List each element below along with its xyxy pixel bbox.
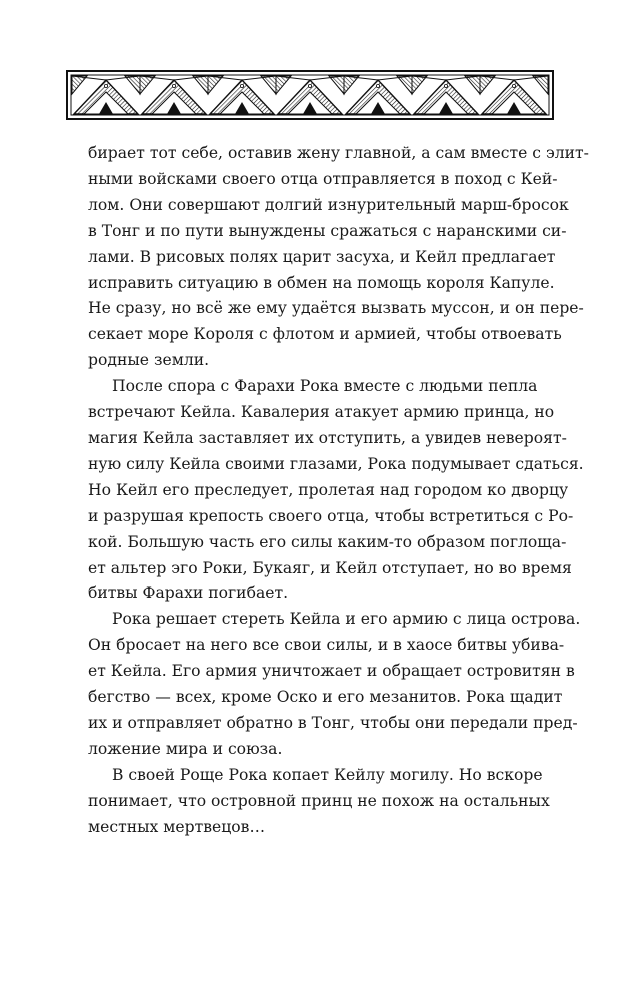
paragraph [88, 763, 550, 841]
text-line: понимает, что островной принц не похож на остальных [88, 791, 550, 810]
text-line: местных мертвецов… [88, 817, 266, 836]
text-line: кой. Большую часть его силы каким-то образом поглоща- [88, 532, 567, 551]
text-line: ную силу Кейла своими глазами, Рока подумывает сдаться. [88, 454, 584, 473]
text-line: Рока решает стереть Кейла и его армию с лица острова. [112, 610, 581, 629]
text-line: лами. В рисовых полях царит засуха, и Кейл предлагает [88, 247, 556, 266]
paragraph [88, 607, 581, 762]
text-line: бегство — всех, кроме Оско и его мезанитов. Рока щадит [88, 688, 563, 707]
text-line: ет альтер эго Роки, Букаяг, и Кейл отступает, но во время [88, 558, 572, 577]
text-line: встречают Кейла. Кавалерия атакует армию принца, но [88, 403, 555, 422]
text-line: магия Кейла заставляет их отступить, а увидев невероят- [88, 428, 567, 447]
text-line: родные земли. [88, 351, 210, 370]
text-line: секает море Короля с флотом и армией, чтобы отвоевать [88, 325, 562, 344]
text-line: их и отправляет обратно в Тонг, чтобы они передали пред- [88, 713, 578, 732]
text-line: ет Кейла. Его армия уничтожает и обращает островитян в [88, 662, 575, 681]
text-line: В своей Роще Рока копает Кейлу могилу. Но вскоре [112, 765, 543, 784]
text-line: исправить ситуацию в обмен на помощь короля Капуле. [88, 273, 555, 292]
text-line: битвы Фарахи погибает. [88, 584, 289, 603]
text-line: ложение мира и союза. [88, 739, 283, 758]
text-line: ными войсками своего отца отправляется в поход с Кей- [88, 169, 558, 188]
text-line: и разрушая крепость своего отца, чтобы встретиться с Ро- [88, 506, 574, 525]
paragraph [88, 374, 584, 607]
text-line: в Тонг и по пути вынуждены сражаться с наранскими си- [88, 221, 567, 240]
text-line: Не сразу, но всё же ему удаётся вызвать муссон, и он пере- [88, 299, 584, 318]
body-text [88, 141, 589, 840]
text-line: Но Кейл его преследует, пролетая над городом ко дворцу [88, 480, 569, 499]
text-line: лом. Они совершают долгий изнурительный марш-бросок [88, 195, 569, 214]
text-line: После спора с Фарахи Рока вместе с людьми пепла [112, 377, 538, 396]
text-line: бирает тот себе, оставив жену главной, а сам вместе с элит- [88, 144, 589, 162]
zigzag-ornament-border-icon [66, 70, 554, 120]
paragraph [88, 141, 589, 374]
text-line: Он бросает на него все свои силы, и в хаосе битвы убива- [88, 636, 565, 655]
